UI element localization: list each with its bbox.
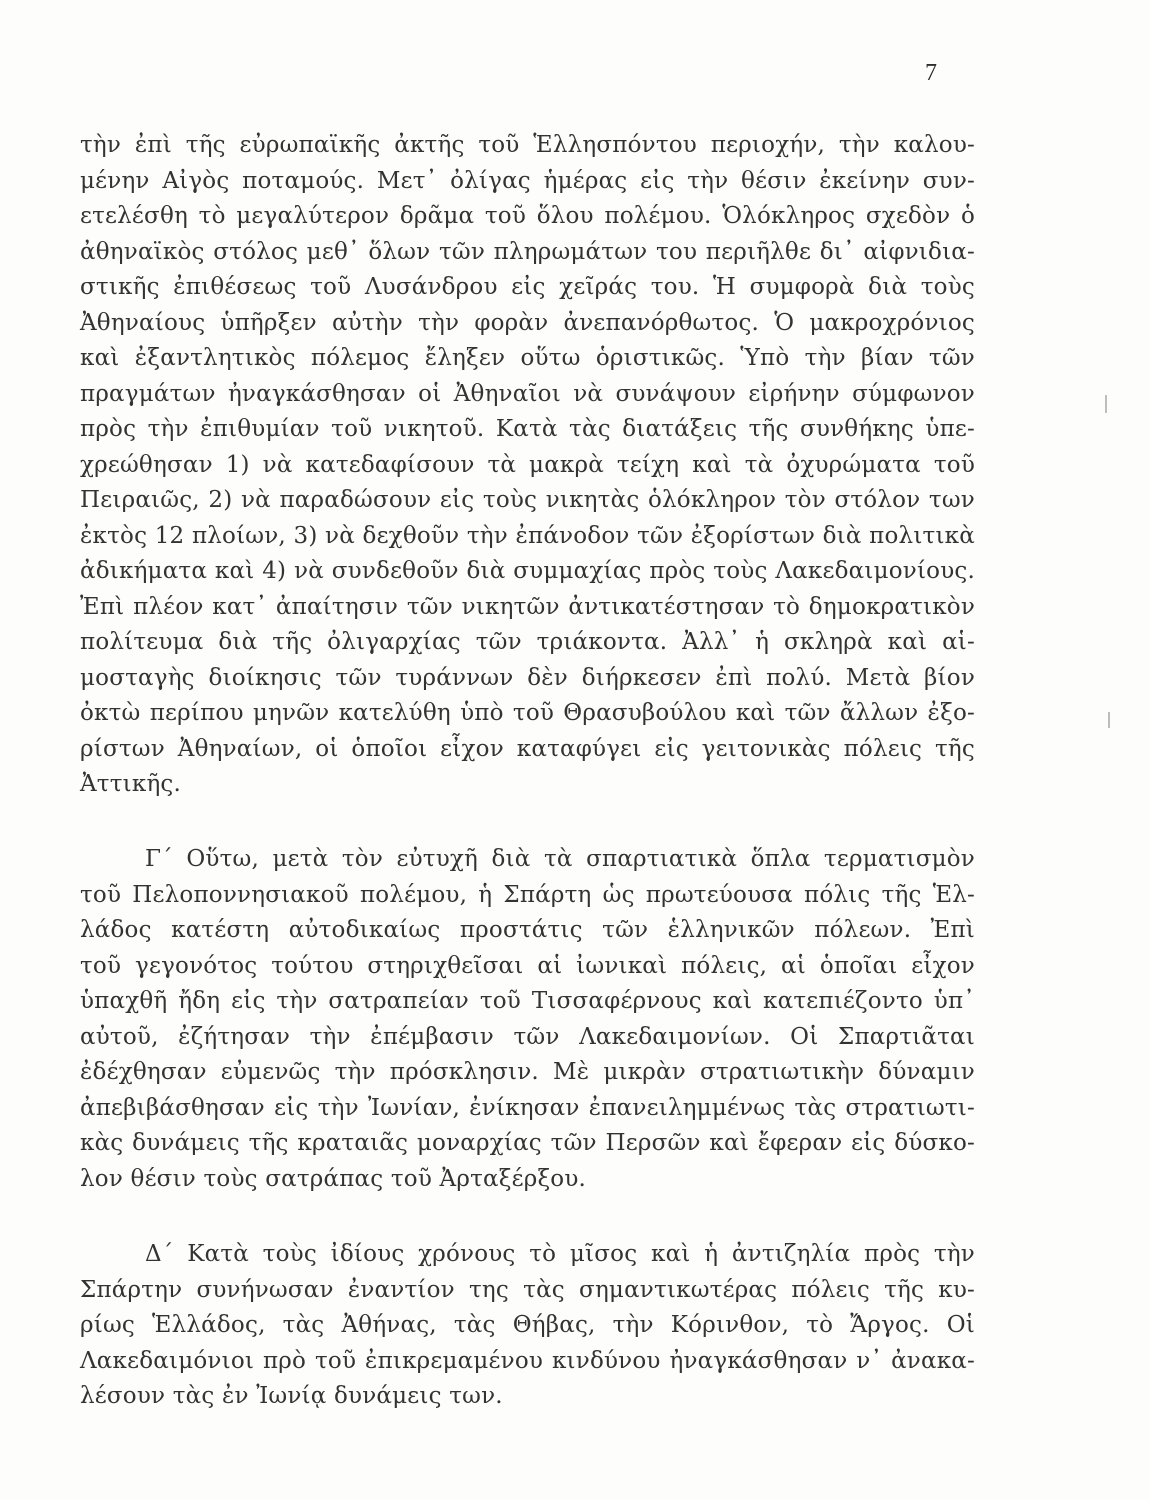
text-line: Λακεδαιμόνιοι πρὸ τοῦ ἐπικρεμαμένου κινδύνου ἠναγκάσθησαν ν᾽ ἀνακα- (80, 1347, 975, 1374)
text-line: στικῆς ἐπιθέσεως τοῦ Λυσάνδρου εἰς χεῖράς του. Ἡ συμφορὰ διὰ τοὺς (80, 274, 975, 300)
text-line: πραγμάτων ἠναγκάσθησαν οἱ Ἀθηναῖοι νὰ συνάψουν εἰρήνην σύμφωνον (80, 380, 975, 407)
text-line: καὶ ἐξαντλητικὸς πόλεμος ἔληξεν οὕτω ὁριστικῶς. Ὑπὸ τὴν βίαν τῶν (80, 345, 975, 371)
text-line: ἀθηναϊκὸς στόλος μεθ᾽ ὅλων τῶν πληρωμάτων του περιῆλθε δι᾽ αἰφνιδια- (80, 238, 975, 265)
text-line: ἀπεβιβάσθησαν εἰς τὴν Ἰωνίαν, ἐνίκησαν ἐπανειλημμένως τὰς στρατιωτι- (80, 1094, 975, 1121)
text-line: ρίστων Ἀθηναίων, οἱ ὁποῖοι εἶχον καταφύγει εἰς γειτονικὰς πόλεις τῆς (80, 735, 975, 762)
text-line: Γ΄ Οὕτω, μετὰ τὸν εὐτυχῆ διὰ τὰ σπαρτιατικὰ ὅπλα τερματισμὸν (145, 846, 975, 872)
paragraph (80, 842, 975, 1197)
text-line: αὐτοῦ, ἐζήτησαν τὴν ἐπέμβασιν τῶν Λακεδαιμονίων. Οἱ Σπαρτιᾶται (80, 1023, 975, 1050)
text-line: Πειραιῶς, 2) νὰ παραδώσουν εἰς τοὺς νικητὰς ὁλόκληρον τὸν στόλον των (80, 487, 975, 513)
text-line: Δ΄ Κατὰ τοὺς ἰδίους χρόνους τὸ μῖσος καὶ ἡ ἀντιζηλία πρὸς τὴν (145, 1241, 975, 1267)
text-line: ἀδικήματα καὶ 4) νὰ συνδεθοῦν διὰ συμμαχίας πρὸς τοὺς Λακεδαιμονίους. (80, 558, 975, 584)
text-line: ἐκτὸς 12 πλοίων, 3) νὰ δεχθοῦν τὴν ἐπάνοδον τῶν ἐξορίστων διὰ πολιτικὰ (80, 522, 975, 549)
text-line: τοῦ γεγονότος τούτου στηριχθεῖσαι αἱ ἰωνικαὶ πόλεις, αἱ ὁποῖαι εἶχον (80, 952, 975, 979)
text-line: ρίως Ἑλλάδος, τὰς Ἀθήνας, τὰς Θήβας, τὴν Κόρινθον, τὸ Ἄργος. Οἱ (80, 1312, 975, 1338)
text-line: μένην Αἰγὸς ποταμούς. Μετ᾽ ὀλίγας ἡμέρας εἰς τὴν θέσιν ἐκείνην συν- (80, 167, 975, 194)
text-line: Ἐπὶ πλέον κατ᾽ ἀπαίτησιν τῶν νικητῶν ἀντικατέστησαν τὸ δημοκρατικὸν (80, 593, 975, 620)
text-line: ἐδέχθησαν εὐμενῶς τὴν πρόσκλησιν. Μὲ μικρὰν στρατιωτικὴν δύναμιν (80, 1059, 975, 1085)
paragraph (80, 128, 975, 803)
text-line: Σπάρτην συνήνωσαν ἐναντίον της τὰς σημαντικωτέρας πόλεις τῆς κυ- (80, 1276, 975, 1303)
text-line: Ἀθηναίους ὑπῆρξεν αὐτὴν τὴν φορὰν ἀνεπανόρθωτος. Ὁ μακροχρόνιος (80, 309, 975, 336)
text-line: λέσουν τὰς ἐν Ἰωνίᾳ δυνάμεις των. (80, 1383, 503, 1409)
text-line: χρεώθησαν 1) νὰ κατεδαφίσουν τὰ μακρὰ τείχη καὶ τὰ ὀχυρώματα τοῦ (80, 451, 975, 478)
text-line: ετελέσθη τὸ μεγαλύτερον δρᾶμα τοῦ ὅλου πολέμου. Ὁλόκληρος σχεδὸν ὁ (80, 203, 975, 229)
text-line: λον θέσιν τοὺς σατράπας τοῦ Ἀρταξέρξου. (80, 1165, 587, 1192)
text-line: πρὸς τὴν ἐπιθυμίαν τοῦ νικητοῦ. Κατὰ τὰς διατάξεις τῆς συνθήκης ὑπε- (80, 416, 975, 442)
scan-mark (1108, 712, 1110, 728)
text-line: μοσταγὴς διοίκησις τῶν τυράννων δὲν διήρκεσεν ἐπὶ πολύ. Μετὰ βίον (80, 664, 975, 691)
text-line: ὀκτὼ περίπου μηνῶν κατελύθη ὑπὸ τοῦ Θρασυβούλου καὶ τῶν ἄλλων ἐξο- (80, 700, 975, 726)
text-line: τοῦ Πελοποννησιακοῦ πολέμου, ἡ Σπάρτη ὡς πρωτεύουσα πόλις τῆς Ἑλ- (80, 881, 975, 908)
text-line: Ἀττικῆς. (80, 771, 182, 797)
text-line: ὑπαχθῆ ἤδη εἰς τὴν σατραπείαν τοῦ Τισσαφέρνους καὶ κατεπιέζοντο ὑπ᾽ (80, 988, 975, 1014)
text-line: τὴν ἐπὶ τῆς εὐρωπαϊκῆς ἀκτῆς τοῦ Ἑλλησπόντου περιοχήν, τὴν καλου- (80, 132, 975, 158)
page-number: 7 (925, 60, 937, 86)
paragraph (80, 1237, 975, 1415)
text-line: κὰς δυνάμεις τῆς κραταιᾶς μοναρχίας τῶν Περσῶν καὶ ἔφεραν εἰς δύσκο- (80, 1130, 975, 1156)
scan-mark (1105, 395, 1107, 413)
text-line: λάδος κατέστη αὐτοδικαίως προστάτις τῶν ἑλληνικῶν πόλεων. Ἐπὶ (80, 917, 975, 943)
text-line: πολίτευμα διὰ τῆς ὀλιγαρχίας τῶν τριάκοντα. Ἀλλ᾽ ἡ σκληρὰ καὶ αἱ- (80, 629, 975, 655)
